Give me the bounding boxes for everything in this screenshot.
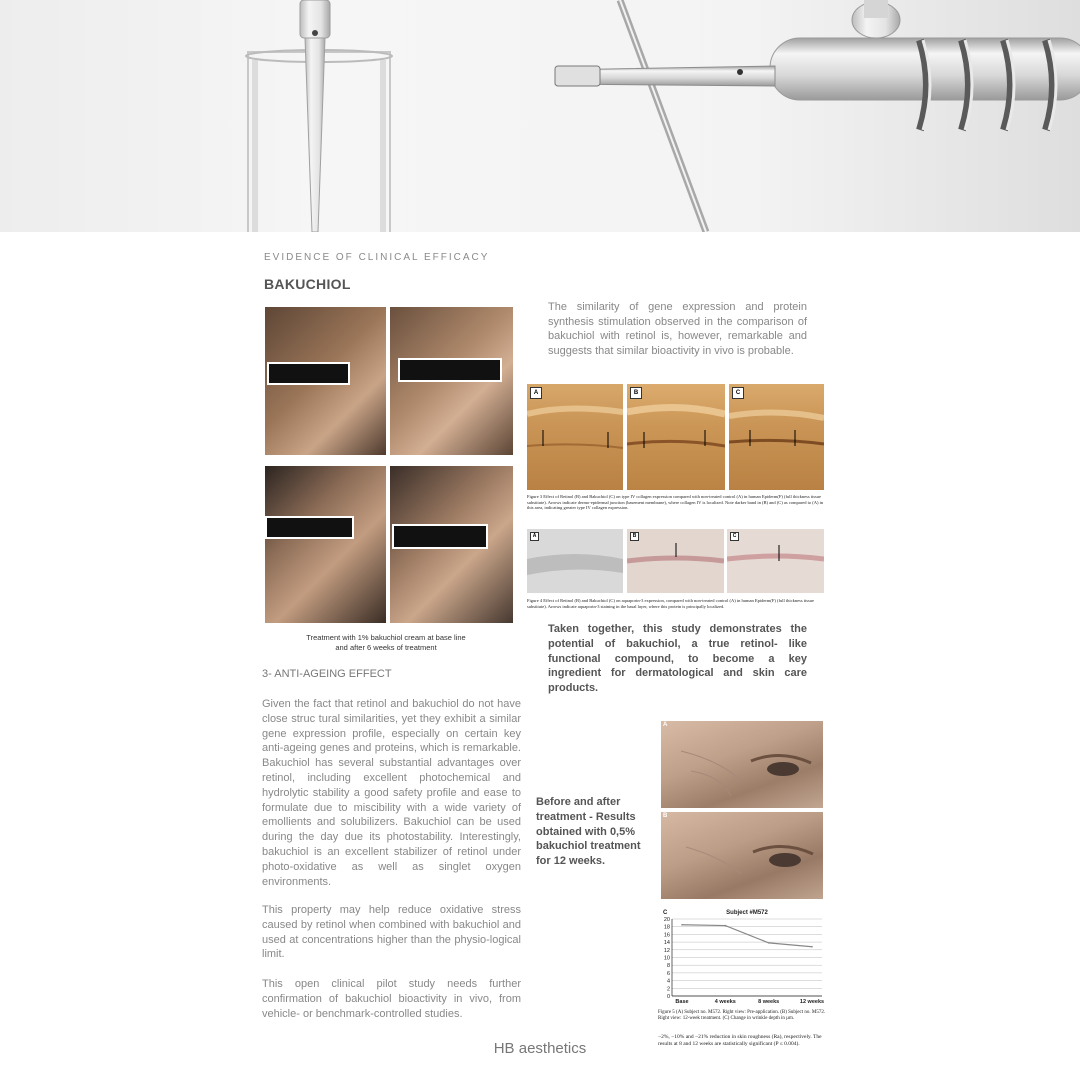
y-tick-label: 16 <box>663 932 670 939</box>
figure-4-caption: Figure 4 Effect of Retinol (B) and Bakuchiol (C) on aquaporin-3 expression, compared with non-treated control (A) in human Epiderm(F) (full thickness tissue substitute). Arrows indicate aquaporin-3 staining in the basal layer, where this protein is principally localized. <box>527 598 814 609</box>
panel-label: A <box>663 722 668 728</box>
histology-panel-c <box>729 384 824 490</box>
series-line <box>682 925 812 947</box>
y-tick-label: 6 <box>666 970 670 977</box>
chart-svg <box>658 906 826 1006</box>
eye-photo-post <box>661 812 823 899</box>
footer-brand: HB aesthetics <box>493 1040 587 1057</box>
x-tick-label: 8 weeks <box>758 999 780 1005</box>
privacy-bar <box>265 516 354 539</box>
privacy-bar <box>267 362 350 385</box>
conclusion-paragraph: Taken together, this study demonstrates the potential of bakuchiol, a true retinol- like functional compound, to become a key ingredient for dermatological and skin care products. <box>548 623 807 695</box>
glassware-illustration <box>0 0 1080 232</box>
panel-label: C <box>732 387 744 399</box>
histology-panel-a <box>527 384 623 490</box>
body-paragraph-3: This open clinical pilot study needs further confirmation of bakuchiol bioactivity in vivo, from vehicle- or benchmark-controlled studies. <box>262 978 521 1020</box>
data-point <box>768 942 770 944</box>
hero-lab-glassware-image <box>0 0 1080 232</box>
photo-caption: Treatment with 1% bakuchiol cream at base line and after 6 weeks of treatment <box>306 633 466 652</box>
face-photo-after-top <box>390 307 513 455</box>
panel-label: A <box>530 387 542 399</box>
panel-label: B <box>663 813 668 819</box>
eye-photo-pre <box>661 721 823 808</box>
page-title: BAKUCHIOL <box>264 276 351 292</box>
section-heading: 3- ANTI-AGEING EFFECT <box>262 668 392 680</box>
panel-label: C <box>730 532 739 541</box>
y-tick-label: 0 <box>666 994 670 1000</box>
figure-3-caption: Figure 3 Effect of Retinol (B) and Bakuchiol (C) on type IV collagen expression compared with non-treated control (A) in human Epiderm(F) (full thickness tissue substitute). Arrows indicate dermo-epidermal junction (basement membrane), where collagen IV is localized. Note darker band in (B) and (C) as compared to (A) in this area, indicating greater type IV collagen expression. <box>527 494 824 510</box>
y-tick-label: 10 <box>663 955 670 962</box>
x-tick-label: Base <box>675 999 689 1005</box>
data-point <box>681 924 683 926</box>
y-tick-label: 8 <box>666 963 670 970</box>
aquaporin-panel-c <box>727 529 824 593</box>
panel-label: A <box>530 532 539 541</box>
body-paragraph-1: Given the fact that retinol and bakuchiol do not have close struc tural similarities, yet they exhibit a similar gene expression profile, especially on certain key anti-ageing genes and proteins, which is remarkable. Bakuchiol has several substantial advantages over retinol, including excellent photochemical and hydrolytic stability a good safety profile and ease to formulate due to miscibility with a wide variety of emollients and solubilizers. Bakuchiol can be used during the day due its photostability. Interestingly, bakuchiol is an excellent stabilizer of retinol under photo-oxidative as well as singlet oxygen environments. <box>262 698 521 888</box>
data-point <box>811 946 813 948</box>
histology-panel-b <box>627 384 725 490</box>
chart-title: Subject #M572 <box>726 910 768 916</box>
aquaporin-panel-a <box>527 529 623 593</box>
y-tick-label: 2 <box>666 986 670 993</box>
panel-label: B <box>630 387 642 399</box>
x-tick-label: 12 weeks <box>799 999 825 1005</box>
y-tick-label: 4 <box>666 978 670 985</box>
y-tick-label: 14 <box>663 940 670 947</box>
x-tick-label: 4 weeks <box>714 999 736 1005</box>
intro-paragraph: The similarity of gene expression and protein synthesis stimulation observed in the comparison of bakuchiol with retinol is, however, remarkable and suggests that similar bioactivity in vivo is probable. <box>548 301 807 358</box>
privacy-bar <box>398 358 502 382</box>
face-photo-after-bottom <box>390 466 513 623</box>
y-tick-label: 20 <box>663 917 670 923</box>
figure-5-caption: Figure 5 (A) Subject no. M572. Right view: Pre-application. (B) Subject no. M572. Right view: 12-week treatment. (C) Change in wrinkle depth in µm. <box>658 1010 826 1021</box>
privacy-bar <box>392 524 488 549</box>
wrinkle-depth-chart <box>658 906 826 1006</box>
face-photo-before-top <box>265 307 386 455</box>
panel-label: B <box>630 532 639 541</box>
y-tick-label: 18 <box>663 924 670 931</box>
chart-panel-label: C <box>663 910 668 916</box>
before-after-label: Before and after treatment - Results obtained with 0,5% bakuchiol treatment for 12 weeks. <box>536 796 641 868</box>
section-eyebrow: EVIDENCE OF CLINICAL EFFICACY <box>264 252 490 263</box>
face-photo-before-bottom <box>265 466 386 623</box>
y-tick-label: 12 <box>663 947 670 954</box>
body-paragraph-2: This property may help reduce oxidative stress caused by retinol when combined with bakuchiol and used at concentrations higher than the physio-logical limit. <box>262 904 521 961</box>
data-point <box>725 925 727 927</box>
aquaporin-panel-b <box>627 529 724 593</box>
results-note: −2%, −10% and −21% reduction in skin roughness (Ra), respectively. The results at 8 and 12 weeks are statistically significant (P ≤ 0.004). <box>658 1034 822 1047</box>
